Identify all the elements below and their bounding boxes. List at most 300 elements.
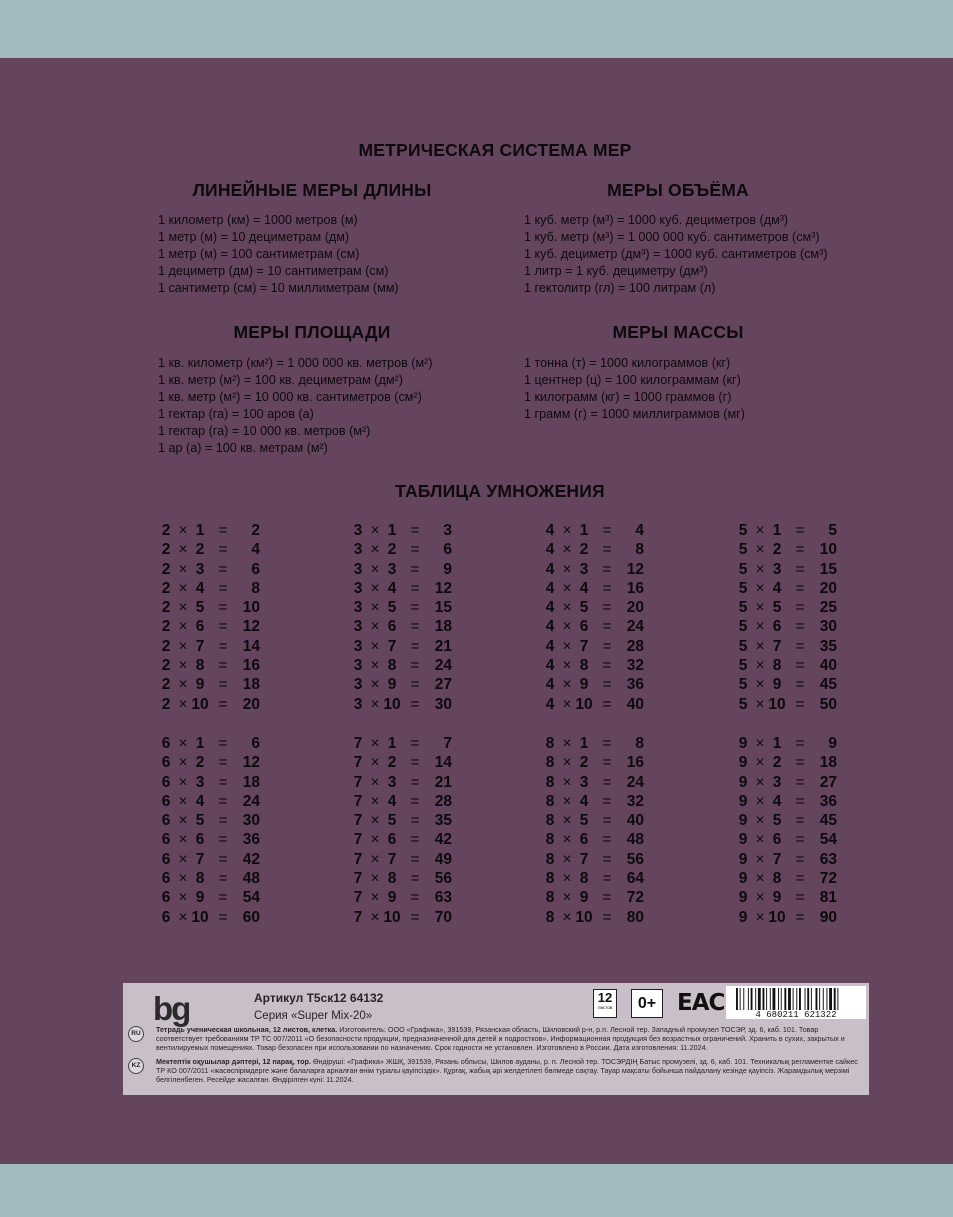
length-measures-title: ЛИНЕЙНЫЕ МЕРЫ ДЛИНЫ: [192, 180, 432, 200]
product-value: 27: [819, 773, 837, 791]
product-value: 27: [434, 676, 452, 694]
multiplier: 8: [195, 870, 205, 888]
times-sign: ×: [370, 889, 380, 907]
multiplier: 6: [195, 618, 205, 636]
multiplicand: 3: [353, 541, 363, 559]
multiplier: 4: [387, 792, 397, 810]
equals-sign: =: [410, 908, 420, 926]
product-value: 20: [242, 695, 260, 713]
multiplicand: 9: [738, 735, 748, 752]
multiplicand: 8: [545, 792, 555, 810]
multiplicand: 4: [545, 676, 555, 694]
product-value: 35: [434, 812, 452, 830]
equals-sign: =: [218, 870, 228, 888]
product-value: 6: [443, 541, 452, 559]
barcode-bar: [766, 988, 767, 1010]
product-value: 25: [819, 599, 837, 617]
volume-measures-title: МЕРЫ ОБЪЁМА: [607, 180, 749, 200]
equals-sign: =: [795, 695, 805, 713]
list-item: 1 кв. метр (м²) = 100 кв. дециметрам (дм²): [158, 373, 403, 388]
times-sign: ×: [755, 908, 765, 926]
product-value: 9: [828, 735, 837, 752]
equals-sign: =: [218, 831, 228, 849]
multiplier: 8: [772, 657, 782, 675]
multiplier: 8: [387, 657, 397, 675]
multiplicand: 5: [738, 676, 748, 694]
multiplier: 4: [195, 579, 205, 597]
multiplier: 1: [387, 522, 397, 539]
barcode-bar: [773, 988, 776, 1010]
multiplier: 3: [195, 773, 205, 791]
multiplicand: 5: [738, 579, 748, 597]
multiplicand: 4: [545, 522, 555, 539]
equals-sign: =: [218, 599, 228, 617]
product-value: 8: [635, 541, 644, 559]
multiplier: 2: [387, 541, 397, 559]
product-value: 60: [242, 908, 260, 926]
multiplicand: 4: [545, 560, 555, 578]
equals-sign: =: [795, 676, 805, 694]
mass-measures-list: [524, 355, 745, 423]
multiplicand: 2: [161, 676, 171, 694]
multiplier: 1: [195, 522, 205, 539]
multiplicand: 9: [738, 889, 748, 907]
times-sign: ×: [178, 773, 188, 791]
equals-sign: =: [218, 695, 228, 713]
times-sign: ×: [370, 754, 380, 772]
multiplicand: 2: [161, 657, 171, 675]
multiplicand: 5: [738, 637, 748, 655]
product-value: 56: [626, 850, 644, 868]
multiplicand: 3: [353, 637, 363, 655]
sheets-count: 12: [597, 990, 613, 1005]
times-sign: ×: [755, 676, 765, 694]
barcode-bar: [793, 988, 794, 1010]
list-item: 1 гектар (га) = 100 аров (а): [158, 407, 314, 422]
equals-sign: =: [218, 657, 228, 675]
barcode-bar: [778, 988, 779, 1010]
times-sign: ×: [562, 870, 572, 888]
article-number: Артикул Т5ск12 64132: [254, 991, 384, 1005]
times-sign: ×: [178, 908, 188, 926]
product-value: 12: [242, 754, 260, 772]
product-value: 10: [819, 541, 837, 559]
multiplicand: 2: [161, 599, 171, 617]
multiplier: 2: [387, 754, 397, 772]
multiplier: 6: [579, 831, 589, 849]
equals-sign: =: [218, 637, 228, 655]
times-sign: ×: [562, 637, 572, 655]
times-sign: ×: [755, 657, 765, 675]
product-value: 24: [626, 618, 644, 636]
barcode-bar: [807, 988, 809, 1010]
times-sign: ×: [562, 850, 572, 868]
list-item: 1 грамм (г) = 1000 миллиграммов (мг): [524, 407, 745, 422]
list-item: 1 центнер (ц) = 100 килограммам (кг): [524, 373, 741, 388]
product-value: 15: [819, 560, 837, 578]
multiplicand: 3: [353, 522, 363, 539]
times-sign: ×: [562, 676, 572, 694]
barcode-bar: [748, 988, 749, 1010]
multiplicand: 8: [545, 908, 555, 926]
equals-sign: =: [218, 560, 228, 578]
times-sign: ×: [178, 541, 188, 559]
barcode-bars-icon: [726, 986, 866, 1019]
barcode-digits: 4 680211 621322: [755, 1010, 837, 1019]
product-value: 5: [828, 522, 837, 539]
times-sign: ×: [178, 599, 188, 617]
multiplicand: 6: [161, 908, 171, 926]
times-sign: ×: [755, 812, 765, 830]
equals-sign: =: [410, 695, 420, 713]
notebook-back-cover: [0, 58, 953, 1164]
product-value: 72: [819, 870, 837, 888]
brand-logo: bg: [153, 990, 190, 1027]
equals-sign: =: [218, 676, 228, 694]
multiplicand: 5: [738, 522, 748, 539]
times-sign: ×: [562, 657, 572, 675]
list-item: 1 дециметр (дм) = 10 сантиметрам (см): [158, 264, 389, 279]
multiplier: 4: [195, 792, 205, 810]
times-sign: ×: [755, 754, 765, 772]
product-value: 36: [626, 676, 644, 694]
times-sign: ×: [755, 637, 765, 655]
times-sign: ×: [562, 889, 572, 907]
multiplicand: 4: [545, 657, 555, 675]
product-value: 8: [635, 735, 644, 752]
equals-sign: =: [795, 773, 805, 791]
times-sign: ×: [755, 792, 765, 810]
multiplicand: 5: [738, 599, 748, 617]
multiplicand: 6: [161, 889, 171, 907]
multiplier: 5: [579, 599, 589, 617]
times-sign: ×: [562, 792, 572, 810]
multiplicand: 5: [738, 695, 748, 713]
multiplier: 1: [579, 735, 589, 752]
ru-product-text: Изготовитель: ООО «Графика», 391539, Рязанская область, Шиловский р-н, р.п. Лесной тер. Западный промузел ТОСЭР, зд. 6, каб. 101. Товар соответствует требованиям ТР ТС 007/2011 «О безопасности продукции, предназначенной для детей и подростков». Информационная продукция без возрастных ограничений. Хранить в сухих, закрытых и вентилируемых помещениях. Товар безопасен при использовании по назначению. Срок годности не установлен. Изготовлено в России. Дата изготовления: 11.2024.: [156, 1025, 845, 1052]
equals-sign: =: [410, 599, 420, 617]
barcode-bar: [740, 988, 741, 1010]
product-value: 40: [626, 812, 644, 830]
multiplicand: 3: [353, 676, 363, 694]
equals-sign: =: [410, 773, 420, 791]
equals-sign: =: [410, 792, 420, 810]
multiplier: 7: [195, 637, 205, 655]
kz-language-badge: KZ: [128, 1058, 144, 1074]
equals-sign: =: [218, 908, 228, 926]
multiplicand: 2: [161, 618, 171, 636]
times-sign: ×: [178, 522, 188, 539]
barcode-bar: [784, 988, 786, 1010]
product-value: 56: [434, 870, 452, 888]
equals-sign: =: [602, 889, 612, 907]
volume-measures-list: [524, 212, 827, 297]
product-value: 14: [242, 637, 260, 655]
multiplier: 2: [195, 541, 205, 559]
times-sign: ×: [755, 579, 765, 597]
equals-sign: =: [218, 773, 228, 791]
multiplicand: 4: [545, 579, 555, 597]
equals-sign: =: [218, 522, 228, 539]
multiplier: 2: [772, 541, 782, 559]
equals-sign: =: [410, 657, 420, 675]
equals-sign: =: [218, 735, 228, 752]
multiplier: 7: [387, 637, 397, 655]
multiplier: 1: [387, 735, 397, 752]
times-sign: ×: [562, 599, 572, 617]
multiplier: 9: [195, 676, 205, 694]
kz-product-info: [156, 1057, 864, 1084]
multiplicand: 6: [161, 831, 171, 849]
barcode-bar: [758, 988, 761, 1010]
equals-sign: =: [795, 657, 805, 675]
multiplier: 2: [579, 754, 589, 772]
product-value: 18: [434, 618, 452, 636]
times-sign: ×: [755, 541, 765, 559]
product-value: 7: [443, 735, 452, 752]
multiplier: 5: [387, 599, 397, 617]
list-item: 1 литр = 1 куб. дециметру (дм³): [524, 264, 708, 279]
multiplicand: 3: [353, 579, 363, 597]
multiplicand: 9: [738, 754, 748, 772]
multiplier: 5: [772, 599, 782, 617]
equals-sign: =: [602, 637, 612, 655]
equals-sign: =: [795, 908, 805, 926]
times-sign: ×: [370, 792, 380, 810]
multiplier: 10: [191, 695, 209, 713]
multiplier: 6: [387, 618, 397, 636]
equals-sign: =: [602, 695, 612, 713]
product-value: 14: [434, 754, 452, 772]
multiplier: 3: [772, 773, 782, 791]
times-sign: ×: [370, 870, 380, 888]
equals-sign: =: [795, 599, 805, 617]
multiplicand: 7: [353, 850, 363, 868]
equals-sign: =: [218, 579, 228, 597]
product-value: 64: [626, 870, 644, 888]
times-sign: ×: [755, 889, 765, 907]
times-sign: ×: [370, 657, 380, 675]
multiplier: 6: [772, 831, 782, 849]
multiplier: 4: [579, 792, 589, 810]
multiplier: 5: [387, 812, 397, 830]
product-value: 4: [635, 522, 644, 539]
multiplier: 7: [195, 850, 205, 868]
times-sign: ×: [562, 522, 572, 539]
multiplier: 9: [579, 676, 589, 694]
product-value: 18: [819, 754, 837, 772]
multiplier: 1: [579, 522, 589, 539]
equals-sign: =: [795, 541, 805, 559]
list-item: 1 километр (км) = 1000 метров (м): [158, 213, 358, 227]
product-label: [123, 983, 869, 1095]
multiplicand: 2: [161, 695, 171, 713]
multiplier: 8: [387, 870, 397, 888]
times-sign: ×: [755, 831, 765, 849]
equals-sign: =: [602, 676, 612, 694]
times-sign: ×: [370, 735, 380, 752]
multiplicand: 2: [161, 579, 171, 597]
multiplicand: 9: [738, 908, 748, 926]
product-value: 35: [819, 637, 837, 655]
equals-sign: =: [795, 754, 805, 772]
equals-sign: =: [410, 637, 420, 655]
area-measures-title: МЕРЫ ПЛОЩАДИ: [233, 322, 391, 342]
times-sign: ×: [562, 560, 572, 578]
product-value: 6: [251, 560, 260, 578]
barcode-bar: [796, 988, 797, 1010]
equals-sign: =: [602, 541, 612, 559]
multiplicand: 3: [353, 560, 363, 578]
multiplier: 6: [772, 618, 782, 636]
product-value: 32: [626, 657, 644, 675]
times-sign: ×: [370, 541, 380, 559]
equals-sign: =: [602, 579, 612, 597]
barcode-bar: [805, 988, 806, 1010]
equals-sign: =: [218, 754, 228, 772]
multiplicand: 3: [353, 657, 363, 675]
equals-sign: =: [602, 618, 612, 636]
product-value: 54: [819, 831, 837, 849]
multiplicand: 9: [738, 870, 748, 888]
list-item: 1 куб. дециметр (дм³) = 1000 куб. сантиметров (см³): [524, 247, 828, 262]
multiplicand: 8: [545, 735, 555, 752]
equals-sign: =: [795, 560, 805, 578]
times-sign: ×: [562, 695, 572, 713]
list-item: 1 метр (м) = 100 сантиметрам (см): [158, 247, 360, 262]
equals-sign: =: [795, 792, 805, 810]
product-value: 50: [819, 695, 837, 713]
multiplicand: 5: [738, 560, 748, 578]
times-sign: ×: [370, 773, 380, 791]
product-value: 36: [242, 831, 260, 849]
equals-sign: =: [602, 850, 612, 868]
list-item: 1 ар (а) = 100 кв. метрам (м²): [158, 441, 328, 456]
multiplier: 9: [387, 889, 397, 907]
barcode-bar: [829, 988, 832, 1010]
product-value: 24: [242, 792, 260, 810]
product-value: 20: [819, 579, 837, 597]
multiplier: 3: [387, 560, 397, 578]
multiplier: 8: [195, 657, 205, 675]
multiplicand: 9: [738, 850, 748, 868]
product-value: 18: [242, 676, 260, 694]
times-sign: ×: [755, 522, 765, 539]
barcode-bar: [781, 988, 782, 1010]
multiplicand: 7: [353, 889, 363, 907]
barcode-bar: [799, 988, 801, 1010]
times-sign: ×: [562, 618, 572, 636]
multiplicand: 9: [738, 831, 748, 849]
product-value: 63: [819, 850, 837, 868]
times-sign: ×: [370, 618, 380, 636]
equals-sign: =: [218, 618, 228, 636]
times-sign: ×: [562, 579, 572, 597]
product-value: 10: [242, 599, 260, 617]
equals-sign: =: [410, 850, 420, 868]
equals-sign: =: [602, 773, 612, 791]
product-value: 42: [242, 850, 260, 868]
equals-sign: =: [410, 579, 420, 597]
multiplicand: 9: [738, 792, 748, 810]
product-value: 21: [434, 773, 452, 791]
list-item: 1 куб. метр (м³) = 1 000 000 куб. сантиметров (см³): [524, 230, 820, 245]
multiplicand: 4: [545, 618, 555, 636]
multiplicand: 7: [353, 870, 363, 888]
list-item: 1 кв. метр (м²) = 10 000 кв. сантиметров (см²): [158, 390, 422, 405]
multiplier: 5: [195, 599, 205, 617]
multiplicand: 4: [545, 695, 555, 713]
barcode-bar: [834, 988, 836, 1010]
equals-sign: =: [410, 831, 420, 849]
multiplier: 10: [575, 908, 593, 926]
product-value: 81: [819, 889, 837, 907]
product-value: 18: [242, 773, 260, 791]
multiplicand: 2: [161, 522, 171, 539]
times-sign: ×: [370, 560, 380, 578]
times-sign: ×: [755, 870, 765, 888]
times-sign: ×: [178, 676, 188, 694]
multiplier: 10: [575, 695, 593, 713]
multiplier: 2: [579, 541, 589, 559]
multiplier: 7: [772, 637, 782, 655]
times-sign: ×: [755, 695, 765, 713]
equals-sign: =: [602, 560, 612, 578]
multiplier: 5: [195, 812, 205, 830]
multiplier: 3: [579, 560, 589, 578]
multiplier: 1: [195, 735, 205, 752]
times-sign: ×: [370, 637, 380, 655]
equals-sign: =: [410, 522, 420, 539]
multiplicand: 2: [161, 560, 171, 578]
metric-system-title: МЕТРИЧЕСКАЯ СИСТЕМА МЕР: [358, 140, 632, 160]
series-name: Серия «Super Mix-20»: [254, 1010, 373, 1022]
multiplicand: 4: [545, 637, 555, 655]
ru-product-heading: Тетрадь ученическая школьная, 12 листов, клетка.: [156, 1025, 338, 1034]
barcode-bar: [788, 988, 791, 1010]
multiplication-table-title: ТАБЛИЦА УМНОЖЕНИЯ: [395, 481, 605, 501]
age-rating-badge: 0+: [631, 989, 663, 1018]
equals-sign: =: [410, 676, 420, 694]
times-sign: ×: [562, 735, 572, 752]
barcode-bar: [811, 988, 812, 1010]
multiplier: 9: [387, 676, 397, 694]
list-item: 1 метр (м) = 10 дециметрам (дм): [158, 230, 350, 245]
equals-sign: =: [602, 831, 612, 849]
product-value: 4: [251, 541, 260, 559]
times-sign: ×: [370, 599, 380, 617]
multiplier: 10: [768, 695, 786, 713]
times-sign: ×: [178, 812, 188, 830]
list-item: 1 гектар (га) = 10 000 кв. метров (м²): [158, 424, 371, 439]
equals-sign: =: [602, 870, 612, 888]
times-sign: ×: [370, 812, 380, 830]
product-value: 16: [242, 657, 260, 675]
list-item: 1 сантиметр (см) = 10 миллиметрам (мм): [158, 281, 399, 296]
equals-sign: =: [602, 735, 612, 752]
multiplicand: 2: [161, 541, 171, 559]
product-value: 90: [819, 908, 837, 926]
equals-sign: =: [218, 850, 228, 868]
multiplier: 1: [772, 735, 782, 752]
multiplicand: 6: [161, 773, 171, 791]
barcode-bar: [826, 988, 827, 1010]
kz-product-text: Өндіруші: «Графика» ЖШҚ, 391539, Рязань облысы, Шилов ауданы, р. п. Лесной тер. ТОСЭРДІҢ Батыс промузелі, зд. 6, каб. 101. Техникалық регламентке сайкес ТР КО 007/2011 «жасөспірімдерге және балаларға арналған өнім туралы қауіпсіздік». Құрғақ, жабық әрі желдетілеті бөлмеде сақтау. Тауар мақсаты бойынша пайдалану кезінде қауіпсіз. Жарамдылық мерзімі белгіленбеген. Ресейде жасалған. Өндірілген күні: 11.2024.: [156, 1057, 858, 1084]
equals-sign: =: [218, 889, 228, 907]
multiplier: 8: [579, 870, 589, 888]
multiplicand: 3: [353, 695, 363, 713]
product-value: 24: [434, 657, 452, 675]
